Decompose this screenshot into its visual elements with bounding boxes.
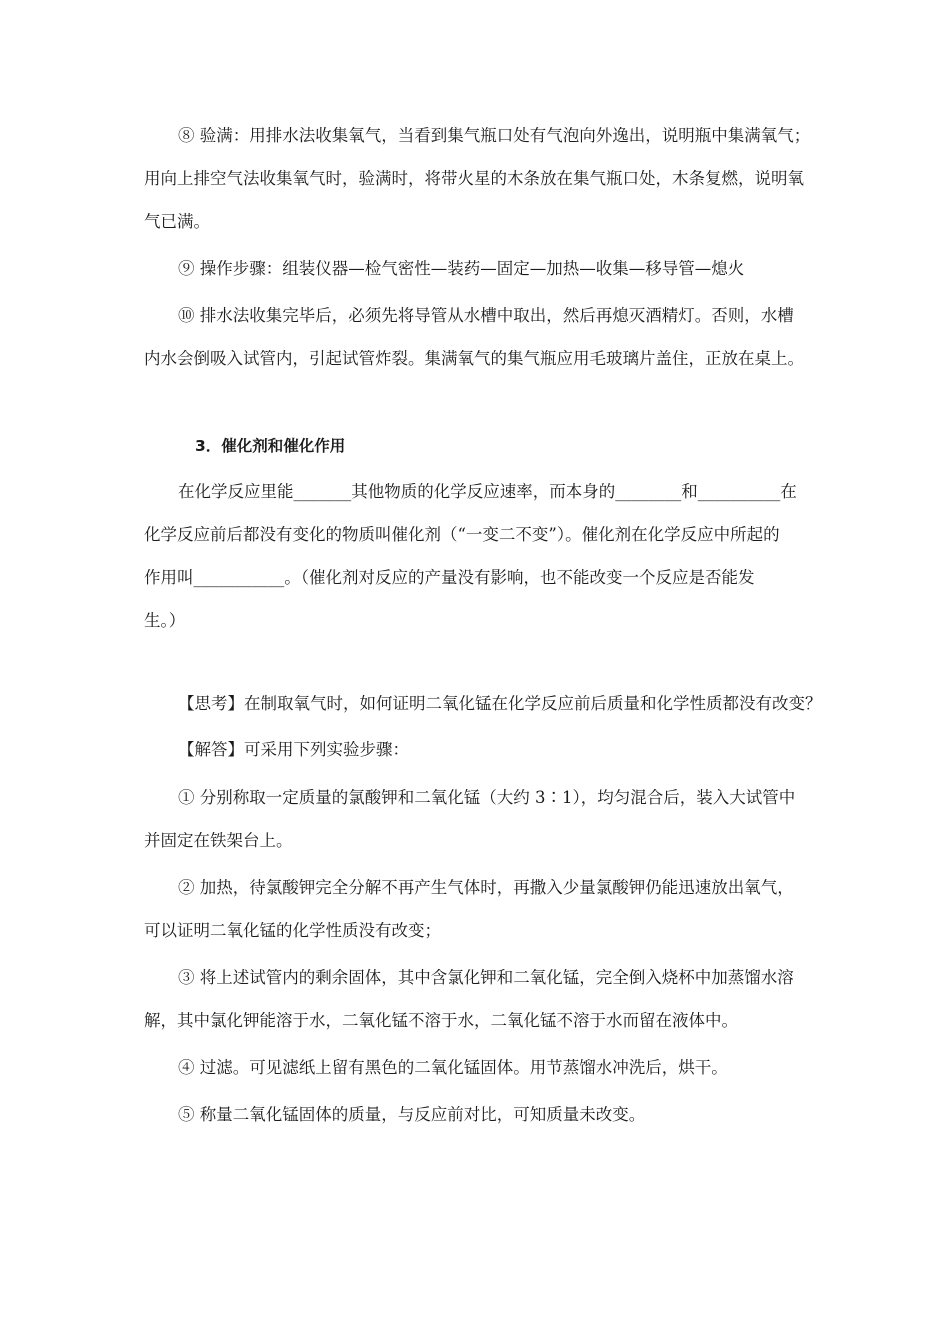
step-3-line-1: ③ 将上述试管内的剩余固体，其中含氯化钾和二氧化锰，完全倒入烧杯中加蒸馏水溶: [178, 968, 794, 987]
step-5: ⑤ 称量二氧化锰固体的质量，与反应前对比，可知质量未改变。: [178, 1105, 646, 1124]
item-10-line-1: ⑩ 排水法收集完毕后，必须先将导管从水槽中取出，然后再熄灭酒精灯。否则，水槽: [178, 306, 794, 325]
catalyst-line-1: 在化学反应里能_______其他物质的化学反应速率，而本身的________和__________在: [178, 482, 797, 501]
item-8-line-1: ⑧ 验满：用排水法收集氧气，当看到集气瓶口处有气泡向外逸出，说明瓶中集满氧气；: [178, 126, 811, 145]
catalyst-line-4: 生。）: [144, 611, 186, 630]
step-3-line-2: 解，其中氯化钾能溶于水，二氧化锰不溶于水，二氧化锰不溶于水而留在液体中。: [144, 1011, 738, 1030]
step-1-line-2: 并固定在铁架台上。: [144, 831, 293, 850]
item-8-line-3: 气已满。: [144, 212, 210, 231]
think-question: 【思考】在制取氧气时，如何证明二氧化锰在化学反应前后质量和化学性质都没有改变？: [178, 694, 822, 713]
item-8-line-2: 用向上排空气法收集氧气时，验满时，将带火星的木条放在集气瓶口处，木条复燃，说明氧: [144, 169, 804, 188]
section-heading: 3．催化剂和催化作用: [195, 437, 346, 455]
item-10-line-2: 内水会倒吸入试管内，引起试管炸裂。集满氧气的集气瓶应用毛玻璃片盖住，正放在桌上。: [144, 349, 804, 368]
step-1-line-1: ① 分别称取一定质量的氯酸钾和二氧化锰（大约 3∶1），均匀混合后，装入大试管中: [178, 788, 796, 807]
step-2-line-2: 可以证明二氧化锰的化学性质没有改变；: [144, 921, 441, 940]
step-2-line-1: ② 加热，待氯酸钾完全分解不再产生气体时，再撒入少量氯酸钾仍能迅速放出氧气，: [178, 878, 794, 897]
answer-intro: 【解答】可采用下列实验步骤：: [178, 740, 409, 759]
catalyst-line-3: 作用叫___________。（催化剂对反应的产量没有影响，也不能改变一个反应是否能发: [144, 568, 755, 587]
step-4: ④ 过滤。可见滤纸上留有黑色的二氧化锰固体。用节蒸馏水冲洗后，烘干。: [178, 1058, 728, 1077]
catalyst-line-2: 化学反应前后都没有变化的物质叫催化剂（“一变二不变”）。催化剂在化学反应中所起的: [144, 525, 780, 544]
item-9: ⑨ 操作步骤：组装仪器—检气密性—装药—固定—加热—收集—移导管—熄火: [178, 259, 745, 278]
